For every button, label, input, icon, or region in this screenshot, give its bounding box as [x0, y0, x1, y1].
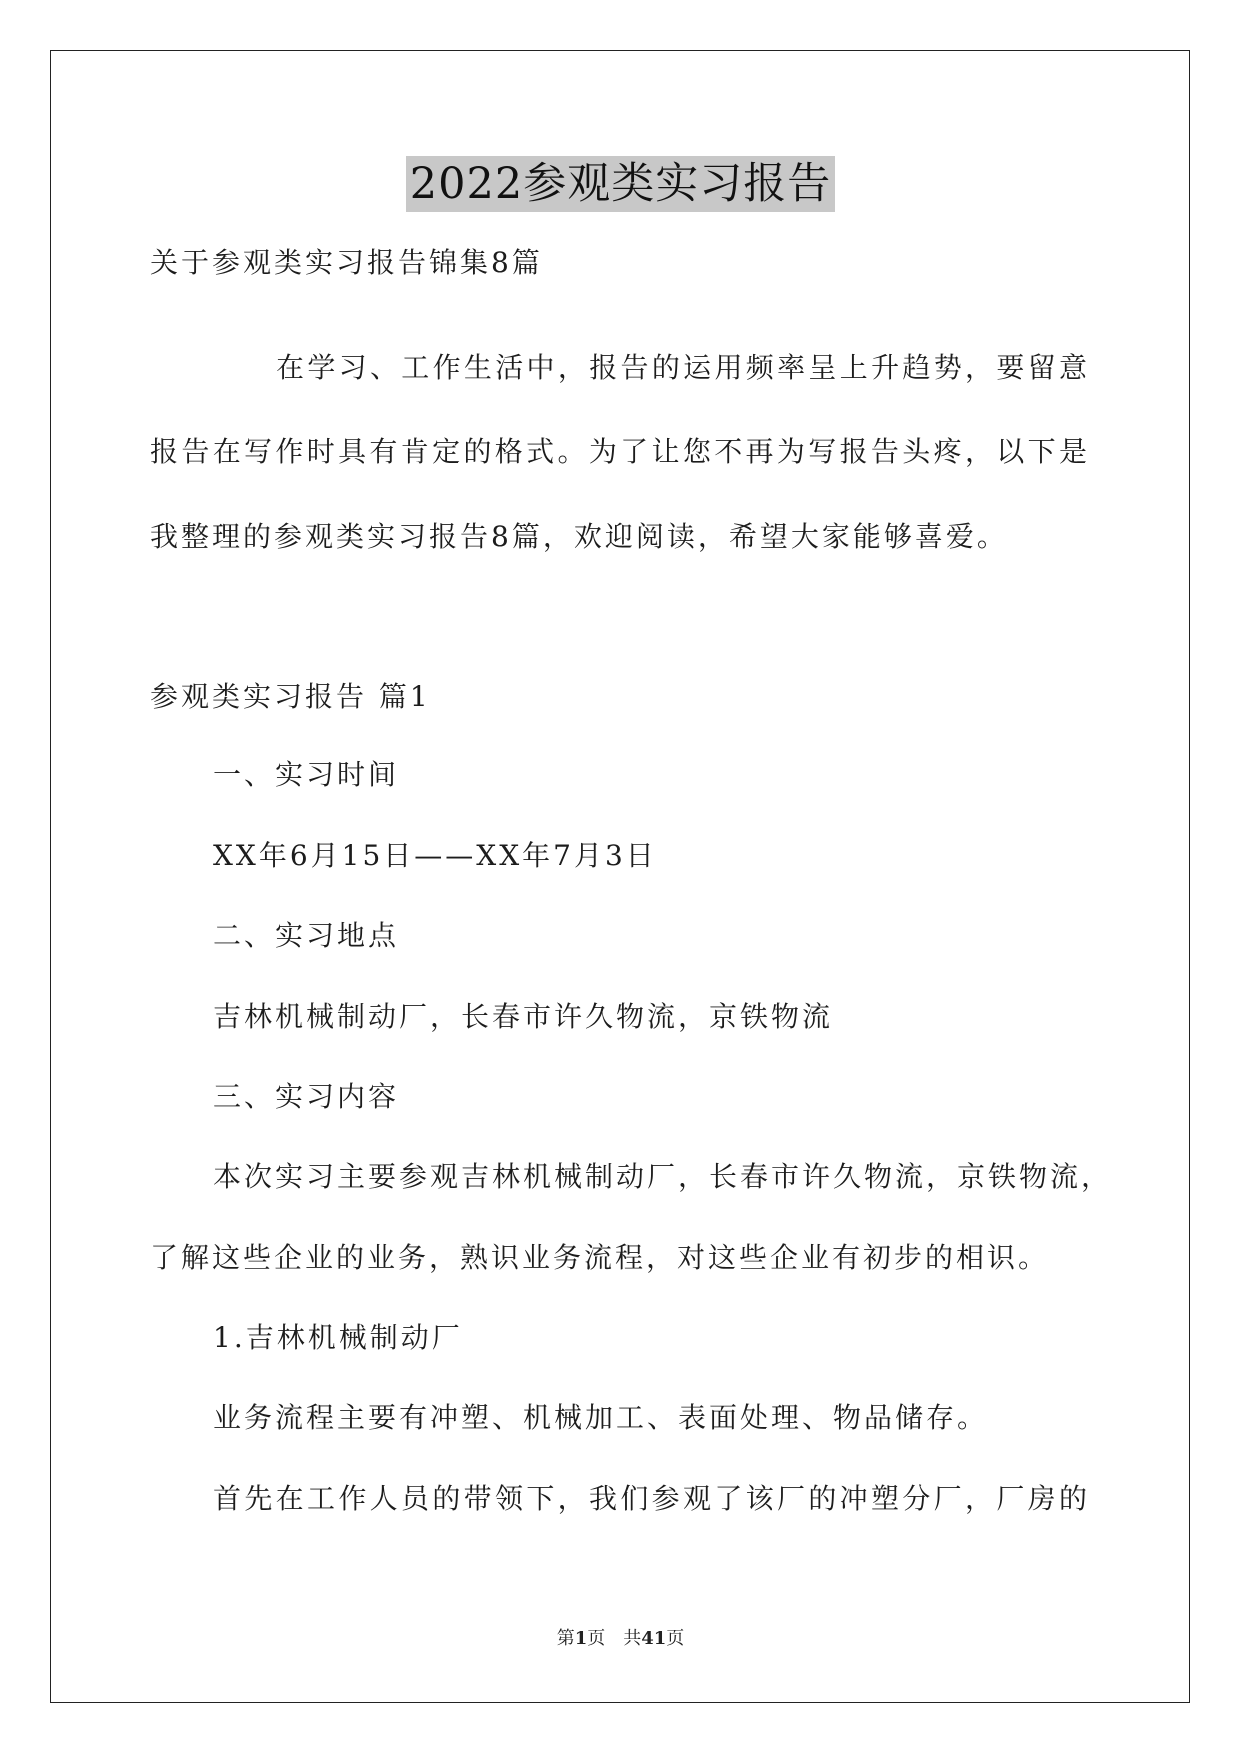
subheading-time: 一、实习时间 [213, 758, 400, 791]
footer-prefix: 第 [556, 1628, 575, 1649]
footer-suffix: 页 [666, 1628, 685, 1649]
title-wrapper [0, 156, 1241, 212]
paragraph-line: 吉林机械制动厂，长春市许久物流，京铁物流 [213, 1000, 834, 1033]
paragraph-line: XX年6月15日——XX年7月3日 [213, 839, 657, 872]
footer-total-pages: 41 [641, 1628, 667, 1649]
paragraph-line: 首先在工作人员的带领下，我们参观了该厂的冲塑分厂，厂房的 [213, 1482, 1090, 1515]
section-heading: 参观类实习报告 篇1 [150, 680, 431, 713]
paragraph-line: 本次实习主要参观吉林机械制动厂，长春市许久物流，京铁物流， [213, 1160, 1113, 1193]
subheading-location: 二、实习地点 [213, 919, 400, 952]
footer-mid: 页 共 [587, 1628, 642, 1649]
document-title: 2022参观类实习报告 [406, 156, 835, 212]
paragraph-line: 我整理的参观类实习报告8篇，欢迎阅读，希望大家能够喜爱。 [150, 520, 1008, 553]
page-border [50, 50, 1190, 1703]
intro-heading: 关于参观类实习报告锦集8篇 [150, 246, 543, 279]
subheading-factory: 1.吉林机械制动厂 [213, 1321, 463, 1354]
paragraph-line: 了解这些企业的业务，熟识业务流程，对这些企业有初步的相识。 [150, 1241, 1050, 1274]
page-footer [0, 1627, 1241, 1651]
paragraph-line: 业务流程主要有冲塑、机械加工、表面处理、物品储存。 [213, 1401, 989, 1434]
paragraph-line: 在学习、工作生活中，报告的运用频率呈上升趋势，要留意 [276, 351, 1090, 384]
footer-current-page: 1 [574, 1628, 588, 1649]
subheading-content: 三、实习内容 [213, 1080, 400, 1113]
paragraph-line: 报告在写作时具有肯定的格式。为了让您不再为写报告头疼，以下是 [150, 435, 1090, 468]
